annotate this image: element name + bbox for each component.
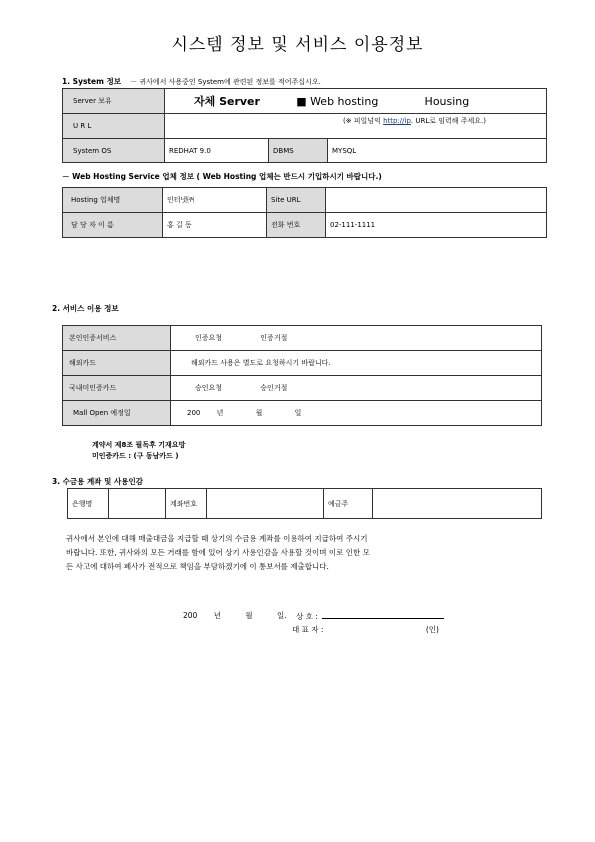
service-label-3: Mall Open 예정일: [63, 401, 171, 426]
hosting-heading: － Web Hosting Service 업체 정보 ( Web Hosting 업체는 반드시 기입하시기 바랍니다.): [62, 172, 382, 181]
rep-sign-row: [292, 624, 439, 635]
holder-label: 예금주: [324, 489, 373, 519]
sign-year: 200: [183, 611, 198, 620]
url-note-pre: (※ 피일넘익: [342, 117, 381, 125]
declaration-line-3: 든 사고에 대하여 폐사가 전적으로 책임을 부담하겠기에 이 통보서를 제출합니다.: [66, 562, 329, 571]
service-options-0: [171, 326, 542, 351]
account-label: 계좌번호: [166, 489, 207, 519]
account-value[interactable]: [207, 489, 324, 519]
mall-open-date[interactable]: [171, 401, 542, 426]
server-options: [165, 89, 547, 114]
approve-request-option[interactable]: 승인요청: [195, 384, 223, 392]
section3-heading: 3. 수금용 계좌 및 사용인감: [52, 477, 143, 486]
phone-label: 전화 번호: [267, 213, 326, 238]
url-note-link[interactable]: http://ip: [383, 117, 411, 125]
bank-value[interactable]: [109, 489, 166, 519]
overseas-note: 해외카드 사용은 별도로 요청하시기 바랍니다.: [171, 351, 542, 376]
holder-value[interactable]: [373, 489, 542, 519]
dbms-label: DBMS: [269, 139, 328, 163]
server-label: Server 보유: [63, 89, 165, 114]
date-month-unit: 월: [255, 409, 263, 417]
sign-month-unit: 월: [245, 611, 253, 620]
option-housing[interactable]: Housing: [424, 95, 470, 108]
option-web-hosting[interactable]: ■ Web hosting: [296, 95, 379, 108]
company-sign-row: [296, 610, 444, 622]
auth-request-option[interactable]: 인증요청: [195, 334, 223, 342]
page-title: 시스템 정보 및 서비스 이용정보: [171, 35, 424, 55]
hosting-table: [62, 187, 547, 238]
sign-day-unit: 일.: [277, 611, 287, 620]
bank-label: 은행명: [68, 489, 109, 519]
declaration-line-2: 바랍니다. 또한, 귀사와의 모든 거래를 함에 있어 상기 사용인감을 사용할 것이며 이로 인한 모: [66, 548, 370, 557]
url-label: U R L: [63, 114, 165, 139]
signature-date: [183, 610, 287, 621]
sign-company-label: 상 호 :: [296, 612, 318, 621]
system-table: [62, 88, 547, 163]
sign-year-unit: 년: [213, 611, 221, 620]
service-table: [62, 325, 542, 426]
site-label: Site URL: [267, 188, 326, 213]
site-value[interactable]: [326, 188, 547, 213]
section1-header: [62, 69, 321, 88]
service-label-1: 해외카드: [63, 351, 171, 376]
section1-heading: 1. System 정보: [62, 77, 122, 86]
declaration-text: [66, 532, 526, 574]
service-options-2: [171, 376, 542, 401]
section1-desc: － 귀사에서 사용중인 System에 관련된 정보를 적어주십시오.: [130, 78, 321, 86]
contract-note: 계약서 제8조 필독후 기재요망: [92, 441, 186, 449]
phone-value[interactable]: 02-111-1111: [326, 213, 547, 238]
auth-reject-option[interactable]: 인증거절: [260, 334, 288, 342]
account-table: [67, 488, 542, 519]
url-note-post: . URL로 임력해 주세요.): [410, 117, 486, 125]
date-year: 200: [187, 409, 201, 417]
service-label-0: 본인인증서비스: [63, 326, 171, 351]
company-label: Hosting 업체명: [63, 188, 163, 213]
date-day-unit: 일: [294, 409, 302, 417]
seal-mark: (인): [425, 625, 439, 634]
sign-rep-label: 대 표 자 :: [292, 625, 324, 634]
section2-notes: [92, 440, 185, 462]
dbms-value[interactable]: MYSQL: [328, 139, 547, 163]
service-label-2: 국내미인증카드: [63, 376, 171, 401]
company-sign-line[interactable]: [322, 610, 444, 619]
os-value[interactable]: REDHAT 9.0: [165, 139, 269, 163]
person-value[interactable]: 홍 길 동: [163, 213, 267, 238]
approve-reject-option[interactable]: 승인거절: [260, 384, 288, 392]
unauth-card-note: 미인증카드 : (구 동남카드 ): [92, 452, 179, 460]
company-value[interactable]: 인터넷㈜: [163, 188, 267, 213]
section2-heading: 2. 서비스 이용 정보: [52, 304, 119, 313]
os-label: System OS: [63, 139, 165, 163]
declaration-line-1: 귀사에서 본인에 대해 매출대금을 지급할 때 상기의 수금용 계좌를 이용하여 지급하여 주시기: [66, 534, 368, 543]
url-cell[interactable]: [165, 114, 547, 139]
date-year-unit: 년: [216, 409, 224, 417]
option-own-server[interactable]: 자체 Server: [194, 95, 260, 108]
person-label: 담 당 자 이 름: [63, 213, 163, 238]
